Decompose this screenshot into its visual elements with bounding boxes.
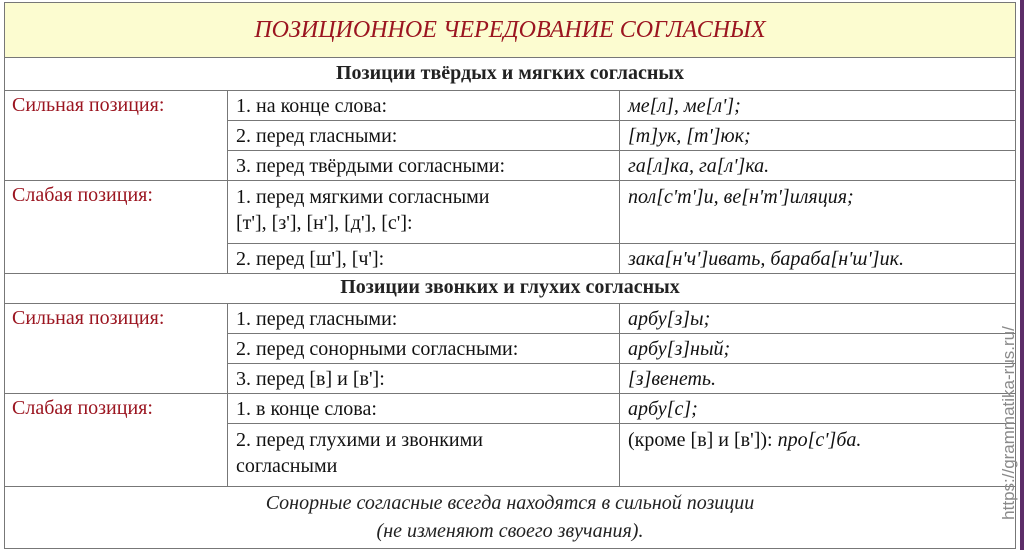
footer-note bbox=[4, 489, 1016, 545]
condition-line: 1. перед мягкими согласными bbox=[236, 186, 490, 208]
rule-line bbox=[4, 393, 1016, 394]
rule-line bbox=[227, 120, 1016, 121]
rule-line bbox=[4, 58, 5, 549]
rule-line bbox=[227, 333, 1016, 334]
condition-cell bbox=[236, 427, 618, 479]
rule-line bbox=[227, 363, 1016, 364]
rule-line bbox=[227, 150, 1016, 151]
watermark-text: https://grammatika-rus.ru/ bbox=[999, 326, 1018, 520]
example-cell: арбу[з]ный; bbox=[628, 338, 731, 360]
condition-cell: 3. перед [в] и [в']: bbox=[236, 368, 385, 390]
example-cell bbox=[628, 427, 1012, 453]
rule-line bbox=[227, 243, 1016, 244]
rule-line bbox=[4, 548, 1016, 549]
condition-cell: 3. перед твёрдыми согласными: bbox=[236, 155, 505, 177]
rule-line bbox=[227, 90, 228, 273]
condition-line: согласными bbox=[236, 455, 338, 477]
condition-cell: 1. перед гласными: bbox=[236, 308, 398, 330]
condition-cell: 2. перед [ш'], [ч']: bbox=[236, 248, 385, 270]
condition-cell: 2. перед сонорными согласными: bbox=[236, 338, 519, 360]
condition-cell: 2. перед гласными: bbox=[236, 125, 398, 147]
condition-cell: 1. в конце слова: bbox=[236, 398, 377, 420]
footer-line: (не изменяют своего звучания). bbox=[376, 520, 644, 542]
rule-line bbox=[4, 486, 1016, 487]
position-label: Слабая позиция: bbox=[12, 184, 153, 206]
condition-line: [т'], [з'], [н'], [д'], [с']: bbox=[236, 212, 413, 234]
position-label: Слабая позиция: bbox=[12, 397, 153, 419]
footer-line: Сонорные согласные всегда находятся в сильной позиции bbox=[265, 492, 755, 514]
rule-line bbox=[4, 180, 1016, 181]
table-title bbox=[4, 2, 1016, 58]
example-cell: [т]ук, [т']юк; bbox=[628, 125, 751, 147]
table-title-text: ПОЗИЦИОННОЕ ЧЕРЕДОВАНИЕ СОГЛАСНЫХ bbox=[254, 16, 766, 43]
rule-line bbox=[4, 303, 1016, 304]
example-cell: зака[н'ч']ивать, бараба[н'ш']ик. bbox=[628, 248, 904, 270]
example-cell: ме[л], ме[л']; bbox=[628, 95, 741, 117]
example-cell: арбу[з]ы; bbox=[628, 308, 711, 330]
example-cell: арбу[с]; bbox=[628, 398, 698, 420]
section-heading: Позиции твёрдых и мягких согласных bbox=[335, 62, 685, 84]
rule-line bbox=[619, 303, 620, 486]
condition-line: 2. перед глухими и звонкими bbox=[236, 429, 483, 451]
position-label: Сильная позиция: bbox=[12, 307, 165, 329]
condition-cell bbox=[236, 184, 618, 236]
example-cell: пол[с'т']и, ве[н'т']иляция; bbox=[628, 186, 854, 208]
example-cell: [з]венеть. bbox=[628, 368, 717, 390]
rule-line bbox=[227, 423, 1016, 424]
rule-line bbox=[4, 90, 1016, 91]
example-cell: га[л]ка, га[л']ка. bbox=[628, 155, 770, 177]
watermark bbox=[996, 298, 1022, 548]
position-label: Сильная позиция: bbox=[12, 94, 165, 116]
section-heading: Позиции звонких и глухих согласных bbox=[340, 276, 680, 298]
rule-line bbox=[227, 303, 228, 486]
example-text: про[с']ба. bbox=[777, 429, 862, 451]
rule-line bbox=[4, 273, 1016, 274]
condition-cell: 1. на конце слова: bbox=[236, 95, 388, 117]
rule-line bbox=[619, 90, 620, 273]
example-prefix: (кроме [в] и [в']): bbox=[628, 429, 773, 451]
